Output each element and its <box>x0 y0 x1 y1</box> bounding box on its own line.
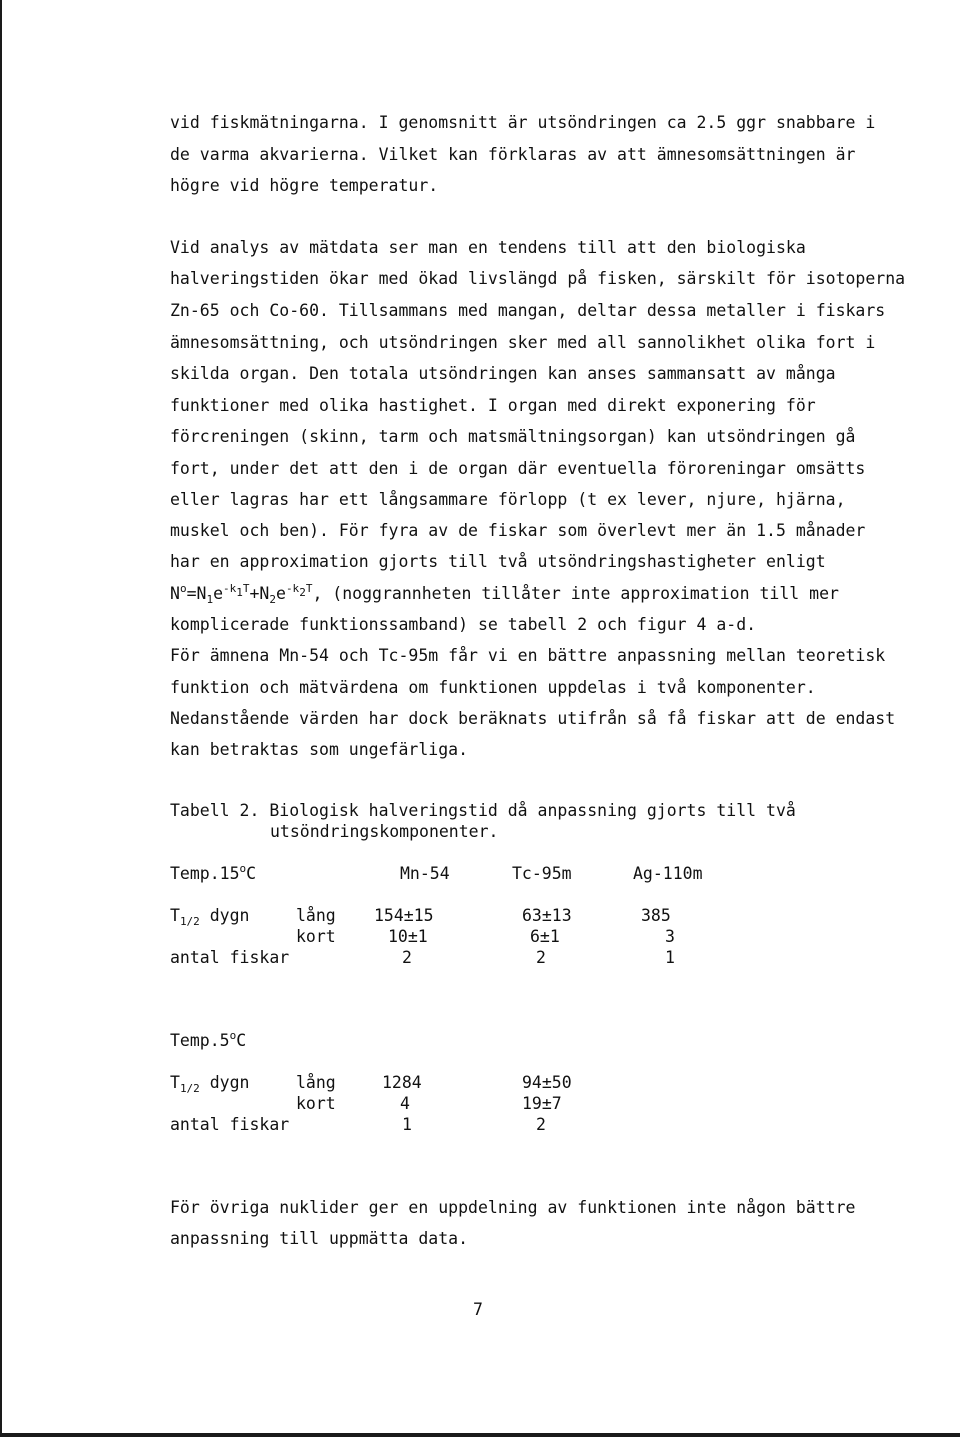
table1-antal: antal fiskar <box>170 948 290 967</box>
table1-row-kort: kort <box>296 927 336 946</box>
table1-row-lang: lång <box>296 906 336 925</box>
body-line: funktioner med olika hastighet. I organ med direkt exponering för <box>170 396 816 415</box>
table2-cell: 19±7 <box>522 1094 562 1113</box>
table1-col-ag110m: Ag-110m <box>633 864 703 883</box>
table1-cell: 2 <box>536 948 546 967</box>
body-line: muskel och ben). För fyra av de fiskar som överlevt mer än 1.5 månader <box>170 521 866 540</box>
table2-temp: Temp.5$^o$C <box>170 1029 247 1050</box>
table1-cell: 385 <box>641 906 671 925</box>
table2-cell: 1 <box>402 1115 412 1134</box>
formula-line: $N^o=N_1e^{-k_1T}+N_2e^{-k_2T}$, (noggrannheten tillåter inte approximation till mer <box>170 582 839 606</box>
body-line: vid fiskmätningarna. I genomsnitt är utsöndringen ca 2.5 ggr snabbare i <box>170 113 876 132</box>
table2-row-kort: kort <box>296 1094 336 1113</box>
table-caption: Tabell 2. Biologisk halveringstid då anpassning gjorts till två <box>170 801 796 820</box>
table1-col-mn54: Mn-54 <box>400 864 450 883</box>
body-line: komplicerade funktionssamband) se tabell 2 och figur 4 a-d. <box>170 615 757 634</box>
table1-cell: 3 <box>665 927 675 946</box>
table1-cell: 6±1 <box>530 927 560 946</box>
table2-cell: 1284 <box>382 1073 422 1092</box>
body-line: högre vid högre temperatur. <box>170 176 439 195</box>
body-line: funktion och mätvärdena om funktionen uppdelas i två komponenter. <box>170 678 816 697</box>
body-line: För övriga nuklider ger en uppdelning av funktionen inte någon bättre <box>170 1198 856 1217</box>
table1-cell: 1 <box>665 948 675 967</box>
body-line: har en approximation gjorts till två utsöndringshastigheter enligt <box>170 552 826 571</box>
formula-exponent-1: -k1T <box>223 582 250 599</box>
formula-exponent-2: -k2T <box>285 582 313 599</box>
body-line: För ämnena Mn-54 och Tc-95m får vi en bättre anpassning mellan teoretisk <box>170 646 886 665</box>
body-line: anpassning till uppmätta data. <box>170 1229 469 1248</box>
body-line: skilda organ. Den totala utsöndringen kan anses sammansatt av många <box>170 364 836 383</box>
table1-t-half: $T_{1/2}$ dygn <box>170 906 250 928</box>
body-line: Nedanstående värden har dock beräknats utifrån så få fiskar att de endast <box>170 709 896 728</box>
body-line: kan betraktas som ungefärliga. <box>170 740 469 759</box>
table2-antal: antal fiskar <box>170 1115 290 1134</box>
page-number: 7 <box>473 1300 483 1319</box>
table2-row-lang: lång <box>296 1073 336 1092</box>
body-line: de varma akvarierna. Vilket kan förklaras av att ämnesomsättningen är <box>170 145 856 164</box>
body-line: ämnesomsättning, och utsöndringen sker med all sannolikhet olika fort i <box>170 333 876 352</box>
body-line: Zn-65 och Co-60. Tillsammans med mangan, deltar dessa metaller i fiskars <box>170 301 886 320</box>
table1-cell: 10±1 <box>388 927 428 946</box>
body-line: fort, under det att den i de organ där eventuella föroreningar omsätts <box>170 459 866 478</box>
table2-cell: 94±50 <box>522 1073 572 1092</box>
table2-cell: 4 <box>400 1094 410 1113</box>
body-line: eller lagras har ett långsammare förlopp (t ex lever, njure, hjärna, <box>170 490 846 509</box>
table1-temp: Temp.15$^o$C <box>170 862 257 883</box>
table2-t-half: $T_{1/2}$ dygn <box>170 1073 250 1095</box>
body-line: halveringstiden ökar med ökad livslängd på fisken, särskilt för isotoperna <box>170 269 906 288</box>
table1-cell: 63±13 <box>522 906 572 925</box>
table1-col-tc95m: Tc-95m <box>512 864 572 883</box>
page-edge-bottom <box>0 1433 960 1437</box>
table1-cell: 2 <box>402 948 412 967</box>
page-edge-left <box>0 0 2 1437</box>
table2-cell: 2 <box>536 1115 546 1134</box>
table1-cell: 154±15 <box>374 906 434 925</box>
body-line: förcreningen (skinn, tarm och matsmältningsorgan) kan utsöndringen gå <box>170 427 856 446</box>
table-caption-cont: utsöndringskomponenter. <box>270 822 499 841</box>
body-line: Vid analys av mätdata ser man en tendens till att den biologiska <box>170 238 806 257</box>
